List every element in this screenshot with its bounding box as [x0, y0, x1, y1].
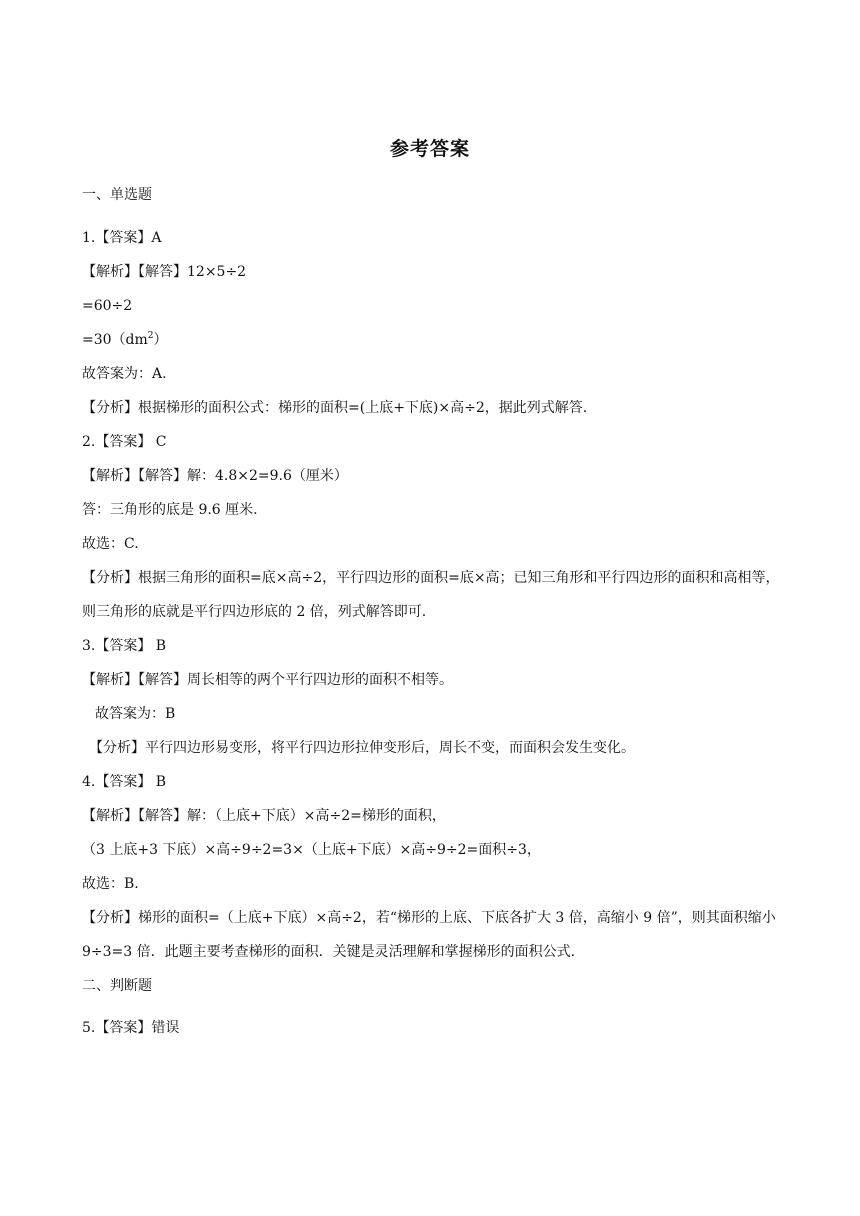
q4-analysis: 【分析】梯形的面积=（上底+下底）×高÷2，若“梯形的上底、下底各扩大 3 倍，高缩小 9 倍”，则其面积缩小 9÷3=3 倍．此题主要考查梯形的面积．关键是灵活理解和掌握梯形的面积公式. — [82, 910, 776, 960]
q2-conclusion: 故选：C. — [82, 536, 139, 552]
q2-reply: 答：三角形的底是 9.6 厘米. — [82, 502, 258, 518]
q5-answer: 5.【答案】错误 — [82, 1020, 180, 1036]
q4-conclusion: 故选：B. — [82, 876, 139, 892]
q1-answer: 1.【答案】A — [82, 230, 162, 246]
section-heading-single-choice: 一、单选题 — [82, 187, 152, 203]
q1-solution: 【解析】【解答】12×5÷2 — [82, 264, 247, 280]
q3-conclusion: 故答案为：B — [95, 706, 176, 722]
q4-solution: 【解析】【解答】解：（上底+下底）×高÷2=梯形的面积， — [82, 808, 446, 824]
q1-step2-superscript: 2 — [147, 331, 154, 341]
q3-answer: 3.【答案】 B — [82, 638, 167, 654]
section-heading-true-false: 二、判断题 — [82, 978, 152, 994]
q3-analysis: 【分析】平行四边形易变形，将平行四边形拉伸变形后，周长不变，而面积会发生变化。 — [89, 740, 635, 756]
q2-analysis: 【分析】根据三角形的面积=底×高÷2，平行四边形的面积=底×高；已知三角形和平行四边形的面积和高相等，则三角形的底就是平行四边形底的 2 倍，列式解答即可. — [82, 570, 780, 620]
q4-answer: 4.【答案】 B — [82, 774, 167, 790]
q1-step2-suffix: ） — [153, 332, 168, 348]
q1-analysis: 【分析】根据梯形的面积公式：梯形的面积=(上底+下底)×高÷2，据此列式解答. — [82, 400, 588, 416]
q3-solution: 【解析】【解答】周长相等的两个平行四边形的面积不相等。 — [82, 672, 453, 688]
q1-conclusion: 故答案为：A. — [82, 366, 167, 382]
q1-step1: =60÷2 — [82, 298, 133, 314]
q1-step2-prefix: =30（dm — [82, 332, 148, 348]
q4-step1: （3 上底+3 下底）×高÷9÷2=3×（上底+下底）×高÷9÷2=面积÷3， — [82, 842, 541, 858]
q1-step2 — [82, 330, 782, 350]
page-title: 参考答案 — [389, 138, 470, 160]
q2-answer: 2.【答案】 C — [82, 434, 167, 450]
q2-solution: 【解析】【解答】解：4.8×2=9.6（厘米） — [82, 468, 348, 484]
